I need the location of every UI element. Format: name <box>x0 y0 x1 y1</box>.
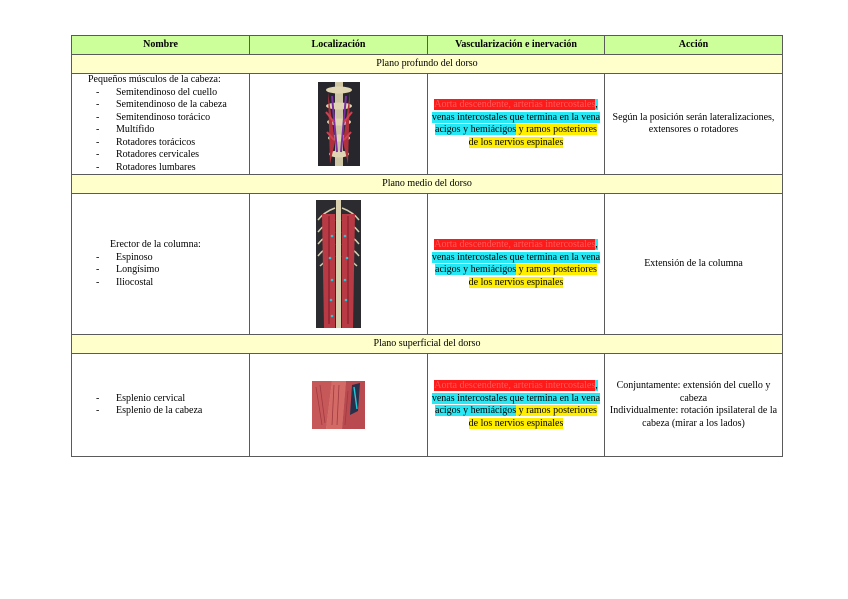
section-title-middle: Plano medio del dorso <box>72 175 783 194</box>
vasc-arteries: Aorta descendente, arterias intercostales <box>434 99 596 110</box>
action-cell-deep: Según la posición serán lateralizaciones, extensores o rotadores <box>605 74 783 175</box>
vasc-arteries: Aorta descendente, arterias intercostales <box>434 380 596 391</box>
list-item: - Multífido <box>96 124 247 137</box>
vasc-nerves: y ramos posteriores de los nervios espinales <box>468 405 597 429</box>
table-row-deep <box>72 74 783 175</box>
list-item: - Esplenio cervical <box>96 393 247 406</box>
list-item: - Esplenio de la cabeza <box>96 405 247 418</box>
muscle-list-superficial <box>74 393 247 418</box>
image-cell-deep <box>250 74 428 175</box>
header-nombre: Nombre <box>72 36 250 55</box>
header-accion: Acción <box>605 36 783 55</box>
section-row-middle <box>72 175 783 194</box>
table-row-superficial <box>72 354 783 457</box>
image-cell-superficial <box>250 354 428 457</box>
vasc-cell-middle <box>428 194 605 335</box>
names-cell-deep <box>72 74 250 175</box>
header-vascularizacion: Vascularización e inervación <box>428 36 605 55</box>
action-line-joint: Conjuntamente: extensión del cuello y cabeza <box>616 380 771 404</box>
erector-spinae-image <box>316 200 361 328</box>
list-item: - Rotadores lumbares <box>96 162 247 175</box>
group-intro-middle: Erector de la columna: <box>110 239 201 250</box>
header-row <box>72 36 783 55</box>
vasc-veins: , venas intercostales que termina en la vena acigos y hemiácigos <box>431 380 601 416</box>
table-row-middle <box>72 194 783 335</box>
list-item: - Rotadores cervicales <box>96 149 247 162</box>
header-localizacion: Localización <box>250 36 428 55</box>
vasc-cell-deep <box>428 74 605 175</box>
deep-back-muscles-image <box>318 82 360 166</box>
list-item: - Espinoso <box>96 252 247 265</box>
action-cell-superficial <box>605 354 783 457</box>
vasc-nerves: y ramos posteriores de los nervios espinales <box>468 264 597 288</box>
names-cell-superficial <box>72 354 250 457</box>
vasc-veins: , venas intercostales que termina en la vena acigos y hemiácigos <box>431 99 601 135</box>
section-title-deep: Plano profundo del dorso <box>72 55 783 74</box>
section-title-superficial: Plano superficial del dorso <box>72 335 783 354</box>
vasc-cell-superficial <box>428 354 605 457</box>
vasc-arteries: Aorta descendente, arterias intercostales <box>434 239 596 250</box>
muscle-list-deep <box>74 87 247 175</box>
action-cell-middle: Extensión de la columna <box>605 194 783 335</box>
list-item: - Semitendinoso de la cabeza <box>96 99 247 112</box>
list-item: - Semitendinoso del cuello <box>96 87 247 100</box>
list-item: - Rotadores torácicos <box>96 137 247 150</box>
list-item: - Longísimo <box>96 264 247 277</box>
splenius-image <box>312 381 365 429</box>
names-cell-middle <box>72 194 250 335</box>
vasc-nerves: y ramos posteriores de los nervios espinales <box>468 124 597 148</box>
section-row-deep <box>72 55 783 74</box>
muscle-list-middle <box>74 252 247 290</box>
group-intro-deep: Pequeños músculos de la cabeza: <box>88 74 221 85</box>
section-row-superficial <box>72 335 783 354</box>
muscle-table <box>71 35 783 457</box>
list-item: - Iliocostal <box>96 277 247 290</box>
list-item: - Semitendinoso torácico <box>96 112 247 125</box>
action-line-individual: Individualmente: rotación ipsilateral de la cabeza (mirar a los lados) <box>609 405 778 429</box>
vasc-veins: , venas intercostales que termina en la vena acigos y hemiácigos <box>431 239 601 275</box>
image-cell-middle <box>250 194 428 335</box>
